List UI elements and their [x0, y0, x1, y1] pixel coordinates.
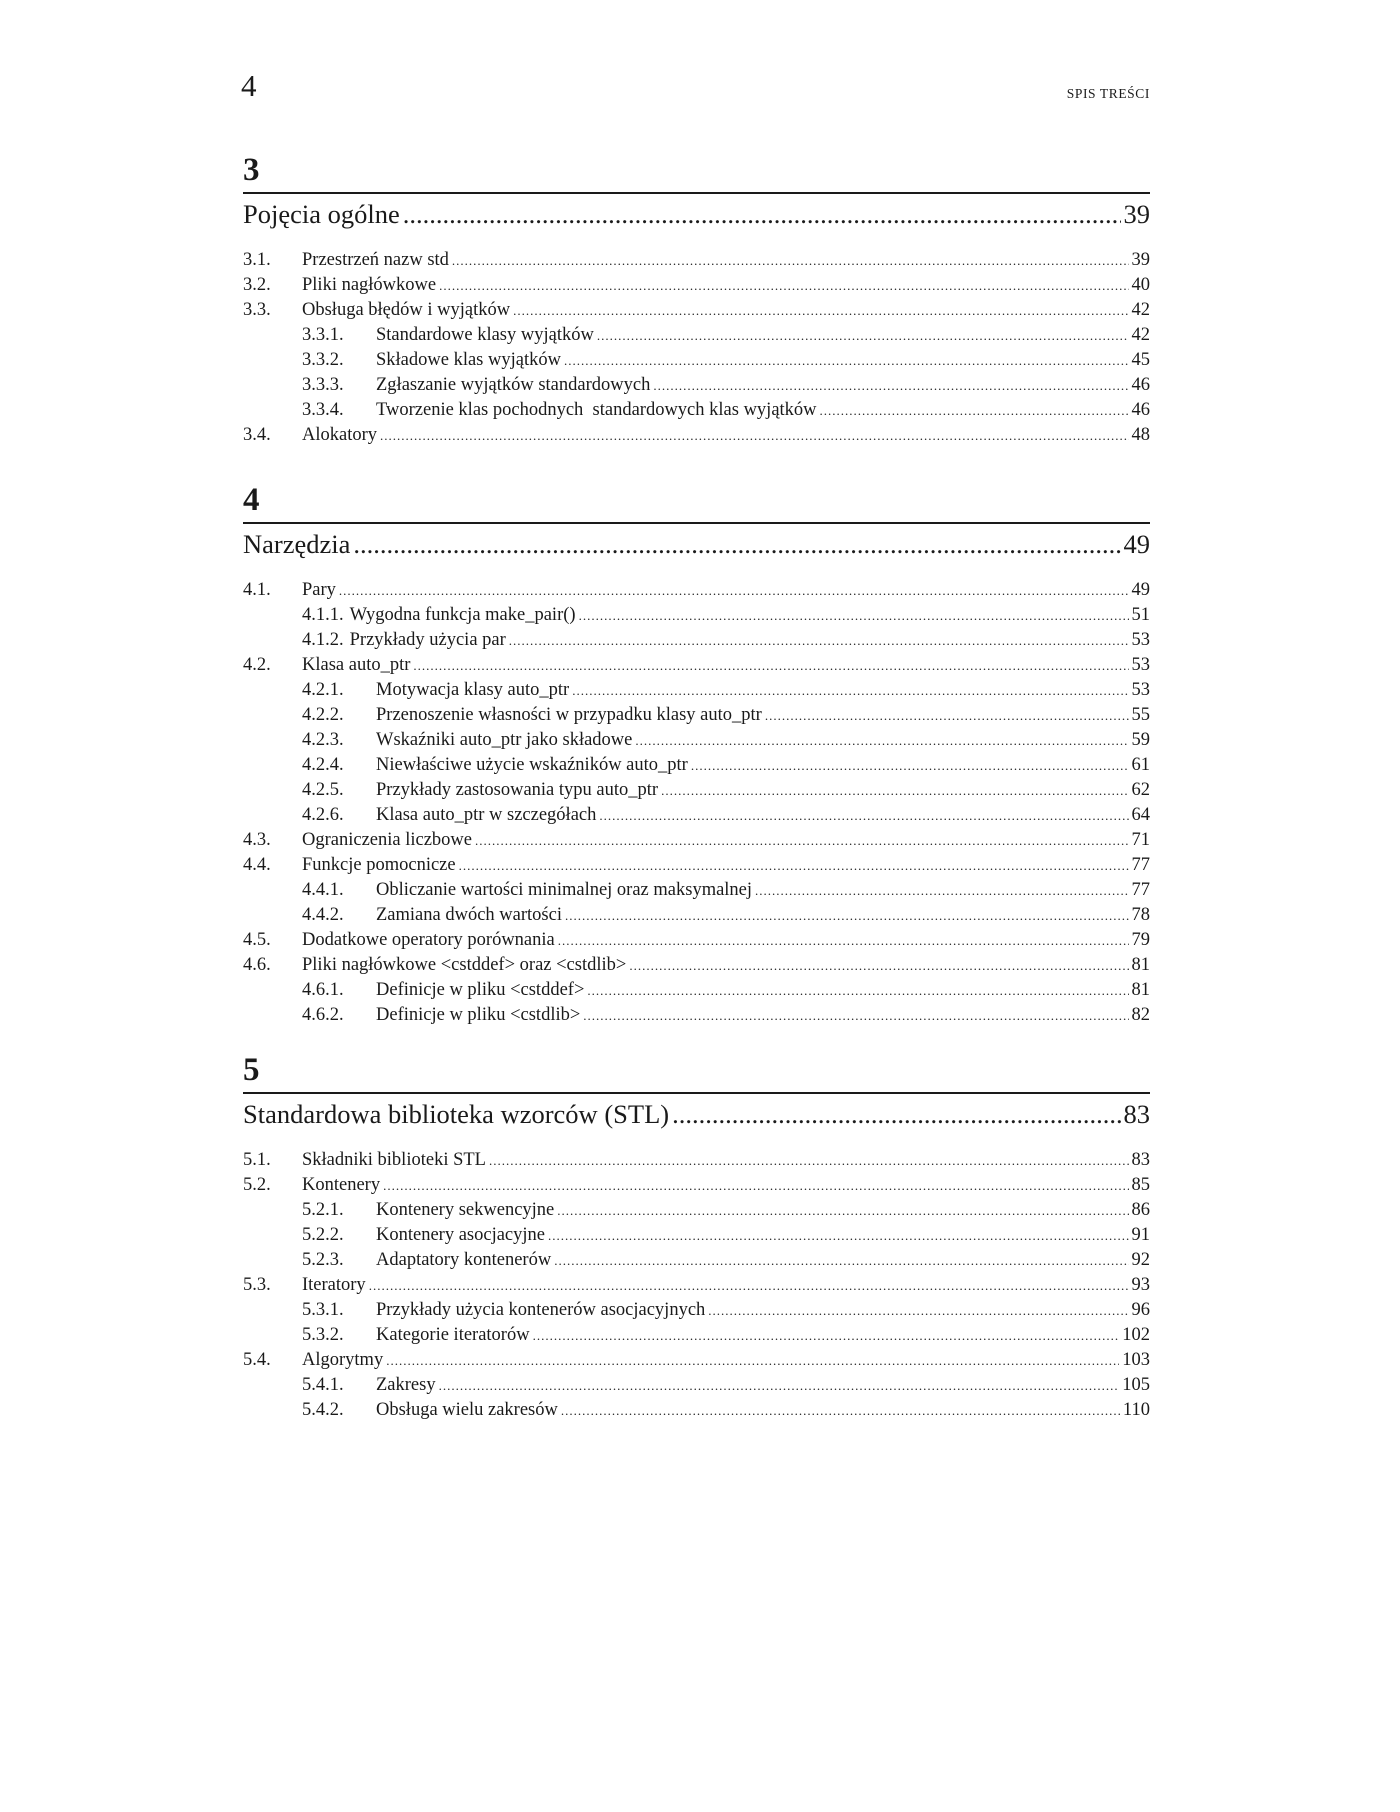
entry-number: 5.2. — [243, 1175, 271, 1195]
toc-list — [243, 578, 1150, 1028]
entry-title: Pary — [302, 580, 336, 600]
entry-page: 40 — [1131, 275, 1150, 295]
leader-dots — [339, 578, 1129, 603]
entry-page: 83 — [1131, 1150, 1150, 1170]
entry-page: 77 — [1131, 880, 1150, 900]
leader-dots — [383, 1173, 1128, 1198]
entry-number: 3.3.4. — [302, 400, 344, 420]
leader-dots — [579, 603, 1129, 628]
entry-title: Motywacja klasy auto_ptr — [376, 680, 570, 700]
toc-subentry[interactable] — [243, 753, 1150, 778]
toc-subentry[interactable] — [243, 1198, 1150, 1223]
entry-page: 53 — [1131, 655, 1150, 675]
entry-page: 110 — [1122, 1400, 1150, 1420]
entry-title: Definicje w pliku <cstdlib> — [376, 1005, 581, 1025]
entry-page: 46 — [1131, 400, 1150, 420]
entry-number: 4.2.1. — [302, 680, 344, 700]
toc-subentry[interactable] — [243, 348, 1150, 373]
entry-number: 4.2.5. — [302, 780, 344, 800]
toc-entry[interactable] — [243, 653, 1150, 678]
entry-number: 4.2. — [243, 655, 271, 675]
entry-number: 4.6. — [243, 955, 271, 975]
toc-entry[interactable] — [243, 1348, 1150, 1373]
toc-entry[interactable] — [243, 578, 1150, 603]
entry-page: 103 — [1122, 1350, 1150, 1370]
chapter-4 — [243, 480, 1150, 1028]
leader-dots — [635, 728, 1128, 753]
leader-dots — [565, 903, 1129, 928]
entry-page: 92 — [1131, 1250, 1150, 1270]
entry-number: 4.2.3. — [302, 730, 344, 750]
entry-page: 82 — [1131, 1005, 1150, 1025]
toc-subentry[interactable] — [243, 1223, 1150, 1248]
chapter-number: 3 — [243, 152, 260, 188]
leader-dots — [554, 1248, 1128, 1273]
entry-title: Przykłady zastosowania typu auto_ptr — [376, 780, 659, 800]
toc-subentry[interactable] — [243, 373, 1150, 398]
leader-dots — [475, 828, 1128, 853]
entry-page: 42 — [1131, 300, 1150, 320]
entry-number: 3.3. — [243, 300, 271, 320]
toc-subentry[interactable] — [243, 903, 1150, 928]
toc-subentry[interactable] — [243, 1298, 1150, 1323]
entry-page: 55 — [1131, 705, 1150, 725]
leader-dots — [564, 348, 1129, 373]
toc-entry[interactable] — [243, 1273, 1150, 1298]
entry-number: 5.3.1. — [302, 1300, 344, 1320]
entry-title: Obsługa błędów i wyjątków — [302, 300, 511, 320]
toc-subentry[interactable] — [243, 803, 1150, 828]
entry-page: 78 — [1131, 905, 1150, 925]
toc-list — [243, 248, 1150, 448]
leader-dots — [587, 978, 1128, 1003]
entry-page: 64 — [1131, 805, 1150, 825]
leader-dots — [369, 1273, 1129, 1298]
toc-entry[interactable] — [243, 423, 1150, 448]
entry-title: Niewłaściwe użycie wskaźników auto_ptr — [376, 755, 688, 775]
toc-subentry[interactable] — [243, 398, 1150, 423]
entry-page: 77 — [1131, 855, 1150, 875]
toc-subentry[interactable] — [243, 1398, 1150, 1423]
entry-number: 4.4.2. — [302, 905, 344, 925]
leader-dots — [513, 298, 1128, 323]
entry-number: 3.3.2. — [302, 350, 344, 370]
entry-page: 53 — [1131, 680, 1150, 700]
toc-subentry[interactable] — [243, 628, 1150, 653]
chapter-number: 4 — [243, 482, 260, 518]
toc-subentry[interactable] — [243, 978, 1150, 1003]
chapter-5 — [243, 1050, 1150, 1423]
entry-title: Przykłady użycia par — [349, 630, 506, 650]
entry-title: Kontenery sekwencyjne — [376, 1200, 555, 1220]
entry-number: 5.4.1. — [302, 1375, 344, 1395]
entry-number: 3.4. — [243, 425, 271, 445]
chapter-page: 49 — [1123, 529, 1150, 559]
toc-subentry[interactable] — [243, 1323, 1150, 1348]
entry-number: 5.4.2. — [302, 1400, 344, 1420]
leader-dots — [533, 1323, 1120, 1348]
toc-subentry[interactable] — [243, 728, 1150, 753]
entry-title: Definicje w pliku <cstddef> — [376, 980, 585, 1000]
leader-dots — [597, 323, 1129, 348]
leader-dots — [599, 803, 1128, 828]
entry-page: 39 — [1131, 250, 1150, 270]
leader-dots — [386, 1348, 1119, 1373]
leader-dots — [765, 703, 1129, 728]
entry-title: Kategorie iteratorów — [376, 1325, 530, 1345]
entry-title: Tworzenie klas pochodnych standardowych klas wyjątków — [376, 400, 817, 420]
toc-entry[interactable] — [243, 928, 1150, 953]
leader-dots — [548, 1223, 1129, 1248]
chapter-page: 39 — [1123, 199, 1150, 229]
chapter-title: Pojęcia ogólne — [243, 199, 400, 229]
entry-title: Przykłady użycia kontenerów asocjacyjnych — [376, 1300, 706, 1320]
entry-title: Klasa auto_ptr w szczegółach — [376, 805, 597, 825]
leader-dots — [380, 423, 1128, 448]
entry-title: Kontenery asocjacyjne — [376, 1225, 545, 1245]
toc-subentry[interactable] — [243, 678, 1150, 703]
entry-number: 4.3. — [243, 830, 271, 850]
entry-page: 85 — [1131, 1175, 1150, 1195]
toc-subentry[interactable] — [243, 778, 1150, 803]
leader-dots — [629, 953, 1128, 978]
leader-dots — [459, 853, 1129, 878]
leader-dots — [439, 273, 1128, 298]
entry-title: Adaptatory kontenerów — [376, 1250, 552, 1270]
leader-dots — [755, 878, 1128, 903]
entry-page: 45 — [1131, 350, 1150, 370]
entry-title: Pliki nagłówkowe <cstddef> oraz <cstdlib> — [302, 955, 627, 975]
toc-entry[interactable] — [243, 273, 1150, 298]
entry-number: 5.2.1. — [302, 1200, 344, 1220]
entry-title: Wygodna funkcja make_pair() — [349, 605, 576, 625]
entry-title: Zakresy — [376, 1375, 436, 1395]
entry-title: Klasa auto_ptr — [302, 655, 411, 675]
entry-page: 59 — [1131, 730, 1150, 750]
entry-page: 71 — [1131, 830, 1150, 850]
toc-subentry[interactable] — [243, 1373, 1150, 1398]
entry-title: Ograniczenia liczbowe — [302, 830, 473, 850]
toc-entry[interactable] — [243, 853, 1150, 878]
entry-page: 46 — [1131, 375, 1150, 395]
entry-number: 3.1. — [243, 250, 271, 270]
entry-number: 5.1. — [243, 1150, 271, 1170]
leader-dots — [489, 1148, 1129, 1173]
leader-dots — [558, 928, 1129, 953]
leader-dots — [413, 653, 1128, 678]
entry-title: Alokatory — [302, 425, 378, 445]
chapter-title-link[interactable] — [243, 194, 1150, 234]
entry-number: 4.4. — [243, 855, 271, 875]
entry-page: 42 — [1131, 325, 1150, 345]
leader-dots — [653, 373, 1128, 398]
entry-page: 81 — [1131, 955, 1150, 975]
toc-entry[interactable] — [243, 953, 1150, 978]
entry-title: Funkcje pomocnicze — [302, 855, 456, 875]
leader-dots — [452, 248, 1129, 273]
leader-dots — [708, 1298, 1128, 1323]
entry-page: 62 — [1131, 780, 1150, 800]
entry-number: 3.3.3. — [302, 375, 344, 395]
entry-number: 5.4. — [243, 1350, 271, 1370]
entry-title: Zamiana dwóch wartości — [376, 905, 562, 925]
leader-dots — [509, 628, 1129, 653]
toc-subentry[interactable] — [243, 323, 1150, 348]
entry-page: 49 — [1131, 580, 1150, 600]
leader-dots — [353, 524, 1120, 564]
entry-title: Dodatkowe operatory porównania — [302, 930, 555, 950]
entry-title: Wskaźniki auto_ptr jako składowe — [376, 730, 633, 750]
entry-number: 3.2. — [243, 275, 271, 295]
entry-title: Obliczanie wartości minimalnej oraz maksymalnej — [376, 880, 753, 900]
entry-number: 4.1. — [243, 580, 271, 600]
chapter-title-link[interactable] — [243, 524, 1150, 564]
entry-title: Iteratory — [302, 1275, 366, 1295]
entry-page: 91 — [1131, 1225, 1150, 1245]
running-header: SPIS TREŚCI — [1066, 86, 1150, 101]
entry-title: Przenoszenie własności w przypadku klasy auto_ptr — [376, 705, 762, 725]
leader-dots — [403, 194, 1121, 234]
entry-page: 96 — [1131, 1300, 1150, 1320]
toc-entry[interactable] — [243, 298, 1150, 323]
entry-number: 4.1.2. — [302, 630, 344, 650]
entry-number: 4.1.1. — [302, 605, 344, 625]
leader-dots — [820, 398, 1129, 423]
entry-page: 81 — [1131, 980, 1150, 1000]
entry-page: 61 — [1131, 755, 1150, 775]
entry-page: 48 — [1131, 425, 1150, 445]
entry-number: 5.3.2. — [302, 1325, 344, 1345]
toc-entry[interactable] — [243, 1173, 1150, 1198]
chapter-page: 83 — [1123, 1099, 1150, 1129]
entry-title: Standardowe klasy wyjątków — [376, 325, 594, 345]
leader-dots — [691, 753, 1129, 778]
entry-title: Obsługa wielu zakresów — [376, 1400, 558, 1420]
entry-number: 5.2.2. — [302, 1225, 344, 1245]
page-number: 4 — [241, 68, 257, 103]
entry-number: 4.6.2. — [302, 1005, 344, 1025]
chapter-number: 5 — [243, 1052, 260, 1088]
entry-number: 5.3. — [243, 1275, 271, 1295]
chapter-title: Narzędzia — [243, 529, 351, 559]
entry-number: 4.4.1. — [302, 880, 344, 900]
toc-subentry[interactable] — [243, 878, 1150, 903]
leader-dots — [439, 1373, 1120, 1398]
entry-number: 4.5. — [243, 930, 271, 950]
entry-title: Kontenery — [302, 1175, 381, 1195]
entry-title: Algorytmy — [302, 1350, 384, 1370]
chapter-title: Standardowa biblioteka wzorców (STL) — [243, 1099, 670, 1129]
entry-title: Zgłaszanie wyjątków standardowych — [376, 375, 651, 395]
entry-page: 53 — [1131, 630, 1150, 650]
toc-subentry[interactable] — [243, 1248, 1150, 1273]
entry-number: 5.2.3. — [302, 1250, 344, 1270]
entry-title: Składniki biblioteki STL — [302, 1150, 486, 1170]
toc-subentry[interactable] — [243, 703, 1150, 728]
entry-number: 4.2.4. — [302, 755, 344, 775]
chapter-3 — [243, 150, 1150, 448]
leader-dots — [557, 1198, 1128, 1223]
toc-entry[interactable] — [243, 828, 1150, 853]
entry-number: 4.2.2. — [302, 705, 344, 725]
entry-page: 93 — [1131, 1275, 1150, 1295]
entry-number: 3.3.1. — [302, 325, 344, 345]
toc-subentry[interactable] — [243, 1003, 1150, 1028]
leader-dots — [561, 1398, 1120, 1423]
chapter-title-link[interactable] — [243, 1094, 1150, 1134]
leader-dots — [661, 778, 1128, 803]
entry-page: 105 — [1122, 1375, 1150, 1395]
leader-dots — [583, 1003, 1128, 1028]
leader-dots — [672, 1094, 1120, 1134]
toc-entry[interactable] — [243, 1148, 1150, 1173]
entry-number: 4.6.1. — [302, 980, 344, 1000]
toc-entry[interactable] — [243, 248, 1150, 273]
toc-list — [243, 1148, 1150, 1423]
entry-page: 79 — [1131, 930, 1150, 950]
entry-page: 86 — [1131, 1200, 1150, 1220]
leader-dots — [572, 678, 1128, 703]
entry-title: Składowe klas wyjątków — [376, 350, 561, 370]
entry-title: Pliki nagłówkowe — [302, 275, 437, 295]
entry-page: 51 — [1131, 605, 1150, 625]
entry-number: 4.2.6. — [302, 805, 344, 825]
toc-subentry[interactable] — [243, 603, 1150, 628]
entry-page: 102 — [1122, 1325, 1150, 1345]
entry-title: Przestrzeń nazw std — [302, 250, 449, 270]
